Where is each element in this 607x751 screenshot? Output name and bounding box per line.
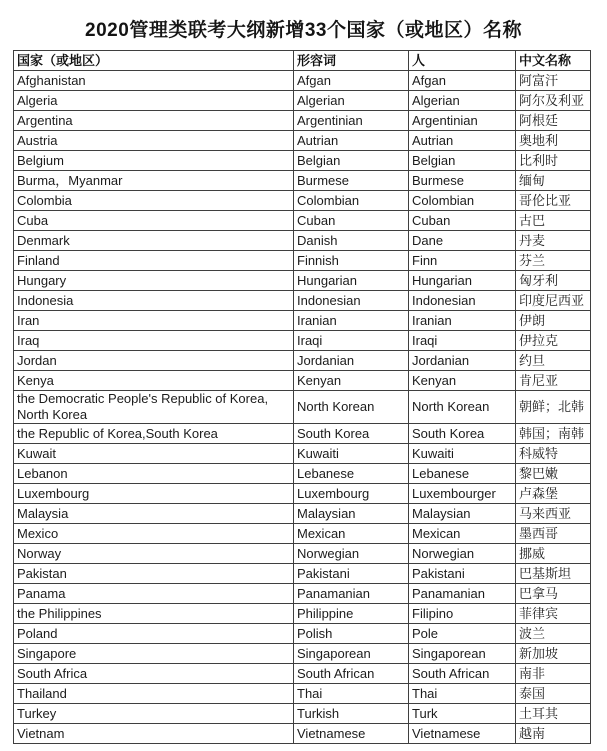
cell-person: Belgian (409, 151, 516, 171)
cell-person: Mexican (409, 524, 516, 544)
table-row (14, 311, 591, 331)
cell-chinese-name: 古巴 (516, 211, 591, 231)
cell-adjective: Belgian (294, 151, 409, 171)
cell-country: Pakistan (14, 564, 294, 584)
cell-adjective: Polish (294, 624, 409, 644)
table-row (14, 724, 591, 744)
cell-country: the Democratic People's Republic of Korea, North Korea (14, 391, 294, 424)
header-chinese-name: 中文名称 (516, 51, 591, 71)
cell-country: Norway (14, 544, 294, 564)
table-row (14, 464, 591, 484)
cell-person: Iraqi (409, 331, 516, 351)
table-row (14, 191, 591, 211)
table-row (14, 391, 591, 424)
cell-person: Turk (409, 704, 516, 724)
cell-person: Burmese (409, 171, 516, 191)
table-body (14, 71, 591, 744)
cell-adjective: North Korean (294, 391, 409, 424)
table-row (14, 584, 591, 604)
table-row (14, 564, 591, 584)
table-row (14, 604, 591, 624)
cell-adjective: Iraqi (294, 331, 409, 351)
table-row (14, 664, 591, 684)
cell-adjective: South Korea (294, 424, 409, 444)
cell-person: Thai (409, 684, 516, 704)
cell-country: Burma，Myanmar (14, 171, 294, 191)
cell-chinese-name: 黎巴嫩 (516, 464, 591, 484)
cell-chinese-name: 哥伦比亚 (516, 191, 591, 211)
header-person: 人 (409, 51, 516, 71)
table-row (14, 644, 591, 664)
cell-country: Thailand (14, 684, 294, 704)
cell-country: Panama (14, 584, 294, 604)
cell-person: Iranian (409, 311, 516, 331)
cell-chinese-name: 巴拿马 (516, 584, 591, 604)
cell-adjective: Luxembourg (294, 484, 409, 504)
cell-chinese-name: 波兰 (516, 624, 591, 644)
cell-country: Kenya (14, 371, 294, 391)
cell-country: Iraq (14, 331, 294, 351)
cell-adjective: Mexican (294, 524, 409, 544)
table-row (14, 331, 591, 351)
cell-adjective: Cuban (294, 211, 409, 231)
table-row (14, 91, 591, 111)
cell-adjective: Colombian (294, 191, 409, 211)
cell-adjective: Turkish (294, 704, 409, 724)
cell-chinese-name: 挪威 (516, 544, 591, 564)
cell-chinese-name: 印度尼西亚 (516, 291, 591, 311)
cell-adjective: Pakistani (294, 564, 409, 584)
cell-person: Malaysian (409, 504, 516, 524)
table-row (14, 151, 591, 171)
cell-adjective: Panamanian (294, 584, 409, 604)
cell-chinese-name: 匈牙利 (516, 271, 591, 291)
cell-country: Hungary (14, 271, 294, 291)
cell-chinese-name: 韩国；南韩 (516, 424, 591, 444)
table-row (14, 484, 591, 504)
table-row (14, 71, 591, 91)
cell-person: Argentinian (409, 111, 516, 131)
cell-chinese-name: 新加坡 (516, 644, 591, 664)
cell-chinese-name: 比利时 (516, 151, 591, 171)
cell-person: Kenyan (409, 371, 516, 391)
cell-person: Vietnamese (409, 724, 516, 744)
table-row (14, 171, 591, 191)
cell-adjective: Thai (294, 684, 409, 704)
cell-country: the Philippines (14, 604, 294, 624)
cell-country: Argentina (14, 111, 294, 131)
cell-adjective: South African (294, 664, 409, 684)
cell-chinese-name: 芬兰 (516, 251, 591, 271)
cell-person: South Korea (409, 424, 516, 444)
cell-person: Dane (409, 231, 516, 251)
cell-person: Hungarian (409, 271, 516, 291)
cell-adjective: Danish (294, 231, 409, 251)
table-row (14, 371, 591, 391)
cell-chinese-name: 奥地利 (516, 131, 591, 151)
cell-person: Pole (409, 624, 516, 644)
cell-country: Mexico (14, 524, 294, 544)
cell-person: Indonesian (409, 291, 516, 311)
cell-adjective: Vietnamese (294, 724, 409, 744)
table-row (14, 684, 591, 704)
cell-country: Indonesia (14, 291, 294, 311)
cell-chinese-name: 阿富汗 (516, 71, 591, 91)
cell-chinese-name: 伊拉克 (516, 331, 591, 351)
cell-country: Afghanistan (14, 71, 294, 91)
table-header-row (14, 51, 591, 71)
table-row (14, 251, 591, 271)
table-row (14, 624, 591, 644)
header-country: 国家（或地区） (14, 51, 294, 71)
cell-adjective: Afgan (294, 71, 409, 91)
cell-person: Algerian (409, 91, 516, 111)
countries-table (13, 50, 591, 744)
cell-person: Filipino (409, 604, 516, 624)
cell-chinese-name: 科威特 (516, 444, 591, 464)
table-row (14, 544, 591, 564)
cell-adjective: Kenyan (294, 371, 409, 391)
cell-adjective: Indonesian (294, 291, 409, 311)
cell-chinese-name: 巴基斯坦 (516, 564, 591, 584)
cell-country: Turkey (14, 704, 294, 724)
cell-adjective: Jordanian (294, 351, 409, 371)
cell-country: Poland (14, 624, 294, 644)
cell-adjective: Singaporean (294, 644, 409, 664)
cell-country: Kuwait (14, 444, 294, 464)
cell-person: Singaporean (409, 644, 516, 664)
cell-country: Cuba (14, 211, 294, 231)
cell-country: Belgium (14, 151, 294, 171)
cell-adjective: Hungarian (294, 271, 409, 291)
cell-country: Colombia (14, 191, 294, 211)
cell-adjective: Algerian (294, 91, 409, 111)
cell-adjective: Lebanese (294, 464, 409, 484)
table-row (14, 291, 591, 311)
cell-country: Austria (14, 131, 294, 151)
table-row (14, 504, 591, 524)
cell-person: Kuwaiti (409, 444, 516, 464)
cell-chinese-name: 马来西亚 (516, 504, 591, 524)
cell-chinese-name: 泰国 (516, 684, 591, 704)
cell-country: the Republic of Korea,South Korea (14, 424, 294, 444)
cell-chinese-name: 菲律宾 (516, 604, 591, 624)
table-row (14, 111, 591, 131)
page-title: 2020管理类联考大纲新增33个国家（或地区）名称 (85, 20, 522, 41)
cell-chinese-name: 朝鲜；北韩 (516, 391, 591, 424)
cell-country: Luxembourg (14, 484, 294, 504)
cell-adjective: Autrian (294, 131, 409, 151)
table-row (14, 444, 591, 464)
cell-country: Denmark (14, 231, 294, 251)
cell-chinese-name: 越南 (516, 724, 591, 744)
cell-person: Finn (409, 251, 516, 271)
table-row (14, 524, 591, 544)
table-row (14, 231, 591, 251)
cell-chinese-name: 土耳其 (516, 704, 591, 724)
table-row (14, 351, 591, 371)
header-adjective: 形容词 (294, 51, 409, 71)
cell-person: Panamanian (409, 584, 516, 604)
cell-chinese-name: 伊朗 (516, 311, 591, 331)
cell-person: Lebanese (409, 464, 516, 484)
cell-chinese-name: 南非 (516, 664, 591, 684)
cell-chinese-name: 约旦 (516, 351, 591, 371)
cell-country: Algeria (14, 91, 294, 111)
cell-country: Malaysia (14, 504, 294, 524)
table-row (14, 211, 591, 231)
table-row (14, 271, 591, 291)
cell-person: Pakistani (409, 564, 516, 584)
cell-adjective: Burmese (294, 171, 409, 191)
table-row (14, 704, 591, 724)
cell-country: Iran (14, 311, 294, 331)
cell-adjective: Norwegian (294, 544, 409, 564)
cell-country: Jordan (14, 351, 294, 371)
cell-chinese-name: 卢森堡 (516, 484, 591, 504)
cell-country: Lebanon (14, 464, 294, 484)
table-row (14, 131, 591, 151)
cell-chinese-name: 丹麦 (516, 231, 591, 251)
cell-adjective: Finnish (294, 251, 409, 271)
cell-adjective: Iranian (294, 311, 409, 331)
cell-person: Jordanian (409, 351, 516, 371)
cell-adjective: Malaysian (294, 504, 409, 524)
cell-chinese-name: 阿尔及利亚 (516, 91, 591, 111)
table-row (14, 424, 591, 444)
cell-chinese-name: 肯尼亚 (516, 371, 591, 391)
cell-chinese-name: 缅甸 (516, 171, 591, 191)
cell-person: Luxembourger (409, 484, 516, 504)
cell-person: North Korean (409, 391, 516, 424)
cell-chinese-name: 墨西哥 (516, 524, 591, 544)
cell-country: Finland (14, 251, 294, 271)
cell-person: South African (409, 664, 516, 684)
cell-person: Colombian (409, 191, 516, 211)
cell-country: South Africa (14, 664, 294, 684)
cell-person: Afgan (409, 71, 516, 91)
cell-chinese-name: 阿根廷 (516, 111, 591, 131)
cell-adjective: Argentinian (294, 111, 409, 131)
cell-country: Vietnam (14, 724, 294, 744)
cell-adjective: Kuwaiti (294, 444, 409, 464)
cell-person: Norwegian (409, 544, 516, 564)
cell-person: Cuban (409, 211, 516, 231)
cell-person: Autrian (409, 131, 516, 151)
cell-adjective: Philippine (294, 604, 409, 624)
cell-country: Singapore (14, 644, 294, 664)
